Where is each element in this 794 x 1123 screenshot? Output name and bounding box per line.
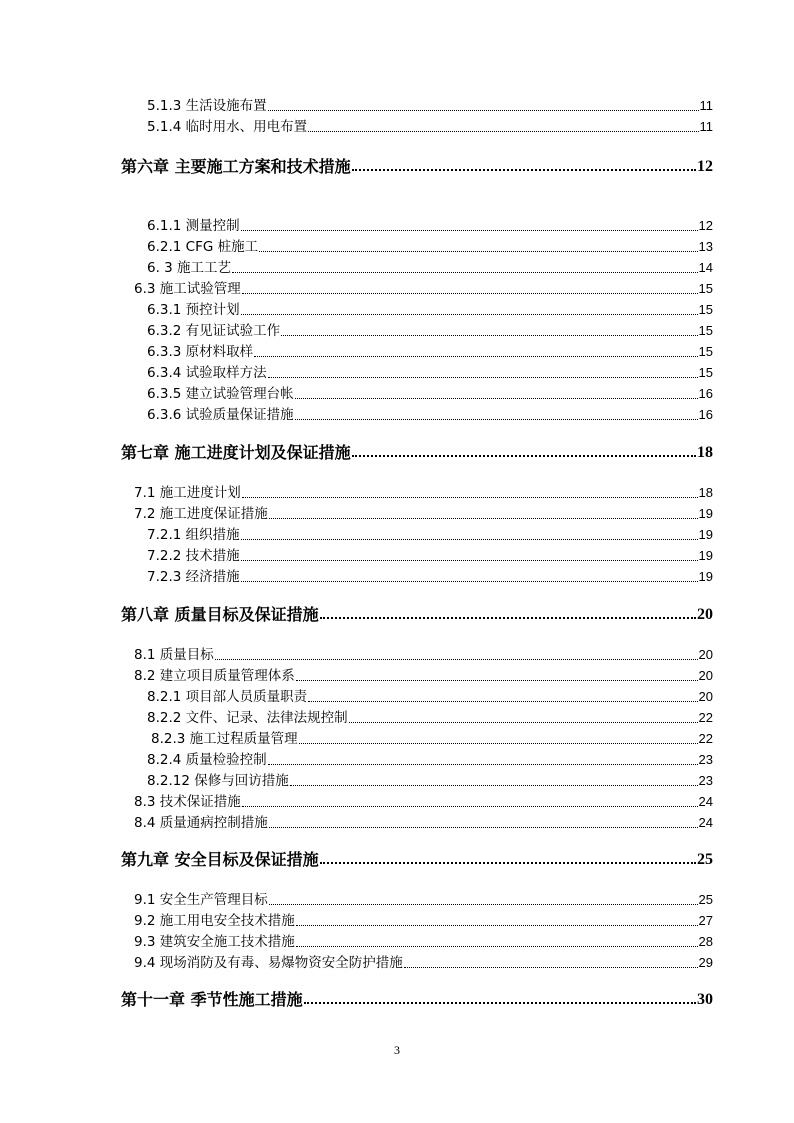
toc-entry-title: 5.1.3 生活设施布置	[147, 98, 267, 114]
toc-entry[interactable]	[147, 117, 713, 137]
dot-leader	[242, 497, 698, 498]
toc-entry-page: 29	[698, 955, 713, 970]
toc-entry-page: 28	[698, 934, 713, 949]
toc-entry-title: 6. 3 施工工艺	[147, 260, 232, 276]
toc-entry-page: 15	[698, 281, 713, 296]
toc-entry-page: 19	[698, 527, 713, 542]
toc-chapter-page: 30	[697, 991, 713, 1008]
toc-entry-title: 9.4 现场消防及有毒、易爆物资安全防护措施	[134, 955, 403, 971]
toc-entry-title: 6.3 施工试验管理	[134, 281, 241, 297]
dot-leader	[352, 455, 696, 457]
toc-entry-title: 8.2 建立项目质量管理体系	[134, 668, 295, 684]
dot-leader	[241, 314, 698, 315]
toc-chapter-page: 12	[697, 158, 713, 175]
dot-leader	[320, 862, 696, 864]
toc-entry-title: 7.1 施工进度计划	[134, 485, 241, 501]
dot-leader	[296, 680, 698, 681]
dot-leader	[241, 230, 698, 231]
toc-entry-title: 7.2.3 经济措施	[147, 569, 240, 585]
dot-leader	[308, 131, 698, 132]
dot-leader	[296, 946, 698, 947]
toc-chapter-title: 第九章 安全目标及保证措施	[121, 850, 319, 869]
dot-leader	[268, 110, 699, 111]
toc-entry-title: 8.2.2 文件、记录、法律法规控制	[147, 710, 348, 726]
toc-entry-title: 7.2.1 组织措施	[147, 527, 240, 543]
toc-entry-title: 8.3 技术保证措施	[134, 794, 241, 810]
toc-entry-title: 8.2.4 质量检验控制	[147, 752, 267, 768]
toc-entry-page: 24	[698, 794, 713, 809]
dot-leader	[352, 169, 696, 171]
toc-entry[interactable]	[147, 750, 713, 770]
toc-chapter[interactable]	[121, 850, 713, 870]
dot-leader	[268, 377, 698, 378]
toc-chapter-title: 第十一章 季节性施工措施	[121, 990, 303, 1009]
dot-leader	[295, 419, 698, 420]
toc-entry-page: 27	[698, 913, 713, 928]
dot-leader	[308, 701, 697, 702]
dot-leader	[241, 560, 698, 561]
toc-entry[interactable]	[147, 708, 713, 728]
toc-entry[interactable]	[134, 504, 713, 524]
toc-entry[interactable]	[134, 666, 713, 686]
toc-chapter-page: 18	[697, 444, 713, 461]
toc-entry-page: 14	[698, 260, 713, 275]
toc-chapter[interactable]	[121, 990, 713, 1010]
toc-entry-page: 25	[698, 892, 713, 907]
toc-chapter-page: 25	[697, 851, 713, 868]
dot-leader	[295, 398, 698, 399]
toc-entry-page: 20	[698, 689, 713, 704]
toc-entry[interactable]	[134, 483, 713, 503]
toc-chapter-title: 第七章 施工进度计划及保证措施	[121, 443, 351, 462]
toc-entry-page: 15	[698, 302, 713, 317]
toc-entry-title: 8.2.12 保修与回访措施	[147, 773, 289, 789]
toc-entry-page: 12	[698, 218, 713, 233]
toc-entry-page: 24	[698, 815, 713, 830]
toc-entry-page: 20	[698, 647, 713, 662]
toc-entry-page: 23	[698, 752, 713, 767]
toc-entry[interactable]	[147, 546, 713, 566]
toc-chapter[interactable]	[121, 157, 713, 177]
toc-entry-title: 8.2.1 项目部人员质量职责	[147, 689, 308, 705]
toc-entry-title: 6.3.4 试验取样方法	[147, 365, 267, 381]
toc-entry-title: 5.1.4 临时用水、用电布置	[147, 119, 308, 135]
toc-entry-title: 6.3.5 建立试验管理台帐	[147, 386, 294, 402]
toc-entry-page: 23	[698, 773, 713, 788]
dot-leader	[269, 827, 698, 828]
toc-entry-page: 13	[698, 239, 713, 254]
toc-chapter[interactable]	[121, 443, 713, 463]
dot-leader	[268, 764, 698, 765]
toc-entry-title: 6.3.2 有见证试验工作	[147, 323, 281, 339]
toc-entry[interactable]	[134, 279, 713, 299]
toc-entry-title: 8.2.3 施工过程质量管理	[151, 731, 298, 747]
toc-entry-title: 7.2.2 技术措施	[147, 548, 240, 564]
toc-entry[interactable]	[134, 932, 713, 952]
toc-entry-title: 7.2 施工进度保证措施	[134, 506, 268, 522]
toc-entry[interactable]	[147, 687, 713, 707]
dot-leader	[349, 722, 698, 723]
toc-entry-title: 6.2.1 CFG 桩施工	[147, 239, 259, 255]
toc-entry[interactable]	[134, 792, 713, 812]
toc-entry[interactable]	[147, 525, 713, 545]
dot-leader	[241, 539, 698, 540]
dot-leader	[404, 967, 698, 968]
toc-entry-page: 15	[698, 365, 713, 380]
dot-leader	[254, 356, 697, 357]
toc-entry[interactable]	[147, 342, 713, 362]
toc-entry-page: 15	[698, 344, 713, 359]
toc-entry-page: 15	[698, 323, 713, 338]
toc-entry-title: 6.1.1 测量控制	[147, 218, 240, 234]
dot-leader	[281, 335, 697, 336]
dot-leader	[296, 925, 698, 926]
toc-entry[interactable]	[147, 258, 713, 278]
dot-leader	[304, 1002, 696, 1004]
toc-entry[interactable]	[134, 645, 713, 665]
toc-entry[interactable]	[134, 953, 713, 973]
toc-entry-title: 6.3.6 试验质量保证措施	[147, 407, 294, 423]
toc-entry-page: 16	[698, 407, 713, 422]
toc-entry[interactable]	[147, 321, 713, 341]
dot-leader	[269, 904, 698, 905]
toc-entry-title: 8.1 质量目标	[134, 647, 214, 663]
toc-entry[interactable]	[134, 890, 713, 910]
dot-leader	[290, 785, 698, 786]
toc-entry[interactable]	[147, 96, 713, 116]
toc-entry-page: 16	[698, 386, 713, 401]
toc-entry-page: 19	[698, 548, 713, 563]
toc-entry-title: 6.3.1 预控计划	[147, 302, 240, 318]
toc-entry[interactable]	[147, 300, 713, 320]
dot-leader	[320, 617, 696, 619]
dot-leader	[242, 293, 698, 294]
toc-entry-page: 11	[699, 98, 713, 113]
toc-entry-page: 18	[698, 485, 713, 500]
toc-entry[interactable]	[151, 729, 713, 749]
dot-leader	[215, 659, 698, 660]
page-number: 3	[394, 1043, 400, 1057]
toc-entry-title: 9.3 建筑安全施工技术措施	[134, 934, 295, 950]
toc-entry-page: 22	[698, 710, 713, 725]
dot-leader	[269, 518, 698, 519]
toc-entry[interactable]	[147, 384, 713, 404]
toc-entry[interactable]	[134, 813, 713, 833]
toc-entry-title: 9.1 安全生产管理目标	[134, 892, 268, 908]
toc-entry[interactable]	[147, 363, 713, 383]
toc-entry[interactable]	[147, 237, 713, 257]
toc-entry-title: 8.4 质量通病控制措施	[134, 815, 268, 831]
toc-entry-page: 19	[698, 569, 713, 584]
toc-entry-title: 9.2 施工用电安全技术措施	[134, 913, 295, 929]
dot-leader	[232, 272, 697, 273]
toc-entry-page: 11	[699, 119, 713, 134]
toc-chapter-title: 第八章 质量目标及保证措施	[121, 605, 319, 624]
toc-chapter[interactable]	[121, 605, 713, 625]
toc-chapter-title: 第六章 主要施工方案和技术措施	[121, 157, 351, 176]
toc-entry-page: 19	[698, 506, 713, 521]
toc-entry[interactable]	[147, 405, 713, 425]
toc-entry-title: 6.3.3 原材料取样	[147, 344, 254, 360]
toc-entry[interactable]	[147, 216, 713, 236]
dot-leader	[299, 743, 698, 744]
dot-leader	[241, 581, 698, 582]
toc-entry[interactable]	[147, 567, 713, 587]
toc-entry-page: 20	[698, 668, 713, 683]
dot-leader	[242, 806, 698, 807]
toc-chapter-page: 20	[697, 606, 713, 623]
dot-leader	[259, 251, 697, 252]
toc-entry-page: 22	[698, 731, 713, 746]
toc-entry[interactable]	[147, 771, 713, 791]
toc-entry[interactable]	[134, 911, 713, 931]
